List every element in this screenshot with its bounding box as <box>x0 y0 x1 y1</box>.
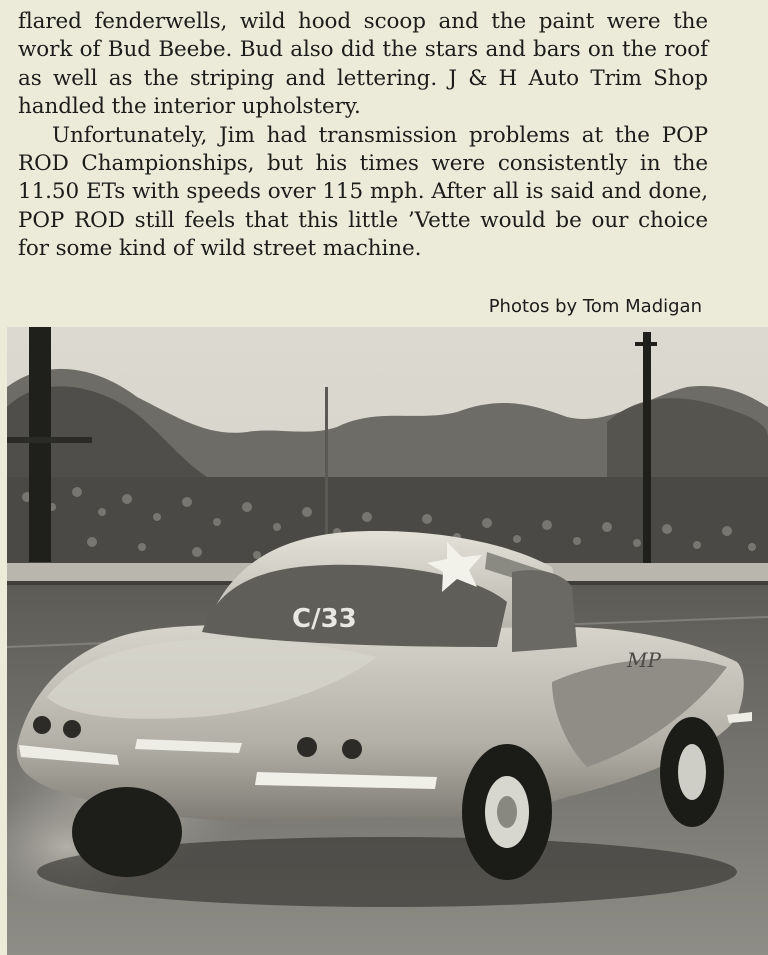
paragraph-2: Unfortunately, Jim had transmission problems at the POP ROD Championships, but his times were consistently in the 11.50 ETs with speeds over 115 mph. After all is said and done, POP ROD still feels that this little ’Vette would be our choice for some kind of wild street machine. <box>18 122 708 262</box>
right-pole <box>643 332 651 592</box>
paragraph-1: flared fenderwells, wild hood scoop and the paint were the work of Bud Beebe. Bud also did the stars and bars on the roof as well as the striping and lettering. J & H Auto Trim Shop handled the interior upholstery. <box>18 9 708 120</box>
window-sticker: C/33 <box>292 604 357 634</box>
corvette-drag-photo <box>7 327 768 955</box>
side-lettering: MP <box>627 648 661 672</box>
left-pole <box>29 327 51 562</box>
article-body <box>18 8 708 264</box>
photo-credit: Photos by Tom Madigan <box>488 296 702 317</box>
